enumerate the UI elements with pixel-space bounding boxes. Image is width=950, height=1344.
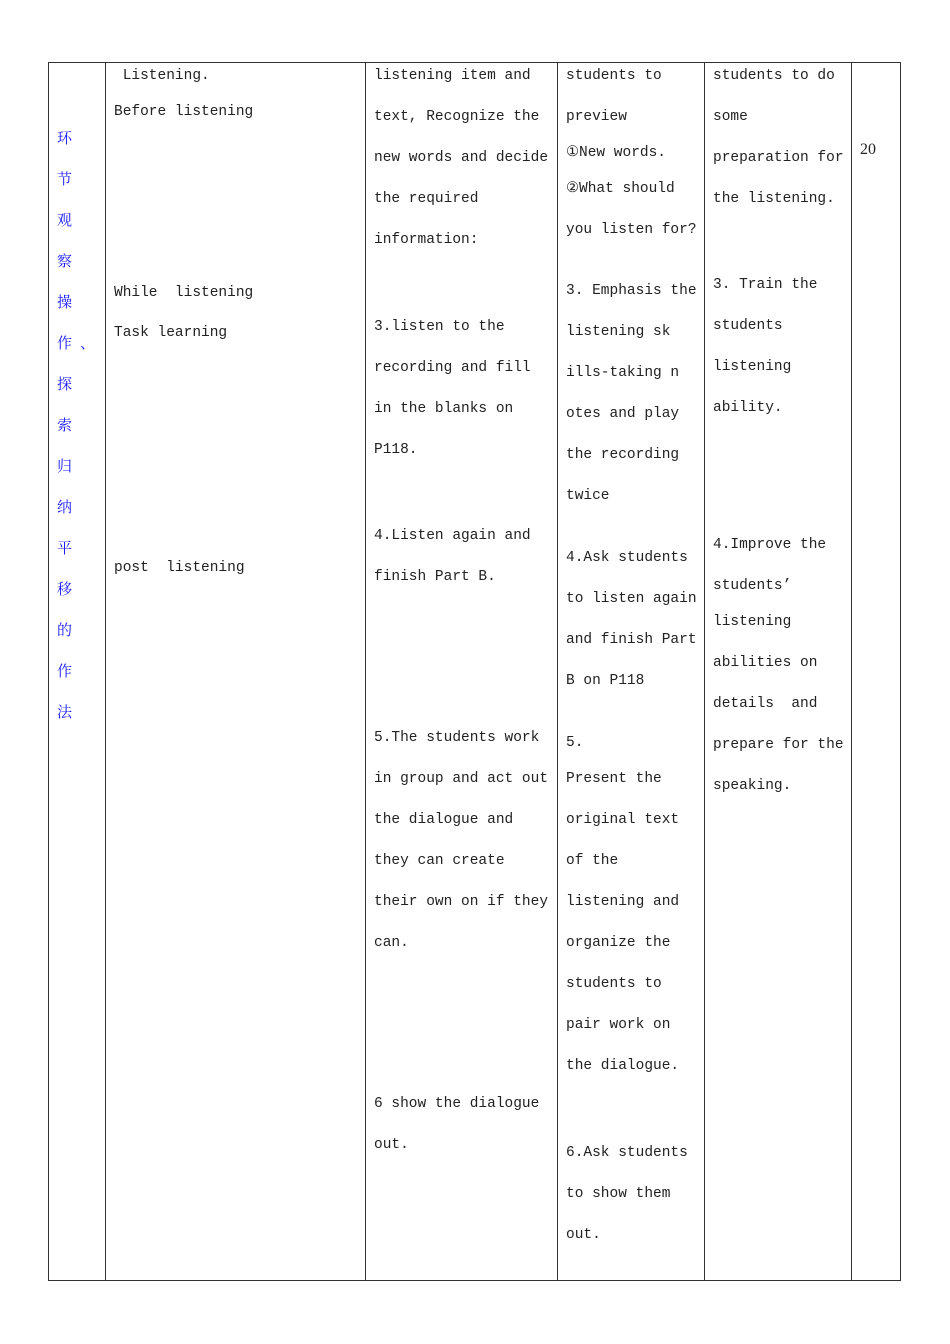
activity-listening: Listening. [114, 68, 210, 84]
teacher-activity-cell [558, 63, 705, 1281]
teacher-activity-5: Present the original text of the listening and organize the students to pair work on the dialogue. [566, 771, 680, 1074]
teacher-activity-5-number: 5. [566, 735, 584, 751]
activity-cell [106, 63, 366, 1281]
activity-post-listening: post listening [114, 560, 245, 576]
student-activity-cell [366, 63, 558, 1281]
purpose-cell [705, 63, 852, 1281]
student-activity-4: 4.Listen again and finish Part B. [374, 528, 531, 585]
activity-task-learning: Task learning [114, 325, 228, 341]
teacher-activity-3: 3. Emphasis the listening sk ills-taking n otes and play the recording twice [566, 283, 697, 504]
table-row [49, 63, 901, 1281]
stage-cell [49, 63, 106, 1281]
teacher-activity-1: students to preview [566, 68, 662, 125]
activity-before-listening: Before listening [114, 104, 254, 120]
student-activity-5: 5.The students work in group and act out the dialogue and they can create their own on if they can. [374, 730, 549, 951]
teacher-activity-what-listen: ②What should you listen for? [566, 181, 697, 238]
purpose-4b: listening abilities on details and prepare for the speaking. [713, 614, 844, 794]
time-minutes: 20 [860, 141, 876, 158]
teacher-activity-4: 4.Ask students to listen again and finish Part B on P118 [566, 550, 697, 689]
student-activity-1: listening item and text, Recognize the new words and decide the required information: [374, 68, 549, 248]
lesson-plan-table [48, 62, 901, 1281]
activity-while-listening: While listening [114, 285, 254, 301]
teacher-activity-6: 6.Ask students to show them out. [566, 1145, 688, 1243]
stage-label: 环节观察操作、探索归纳平移的作法 [57, 129, 104, 721]
time-cell [852, 63, 901, 1281]
purpose-3: 3. Train the students listening ability. [713, 277, 818, 416]
student-activity-6: 6 show the dialogue out. [374, 1096, 540, 1153]
teacher-activity-new-words: ①New words. [566, 145, 667, 161]
purpose-1: students to do some preparation for the listening. [713, 68, 844, 207]
student-activity-3: 3.listen to the recording and fill in the blanks on P118. [374, 319, 531, 458]
purpose-4a: 4.Improve the students’ [713, 537, 827, 594]
